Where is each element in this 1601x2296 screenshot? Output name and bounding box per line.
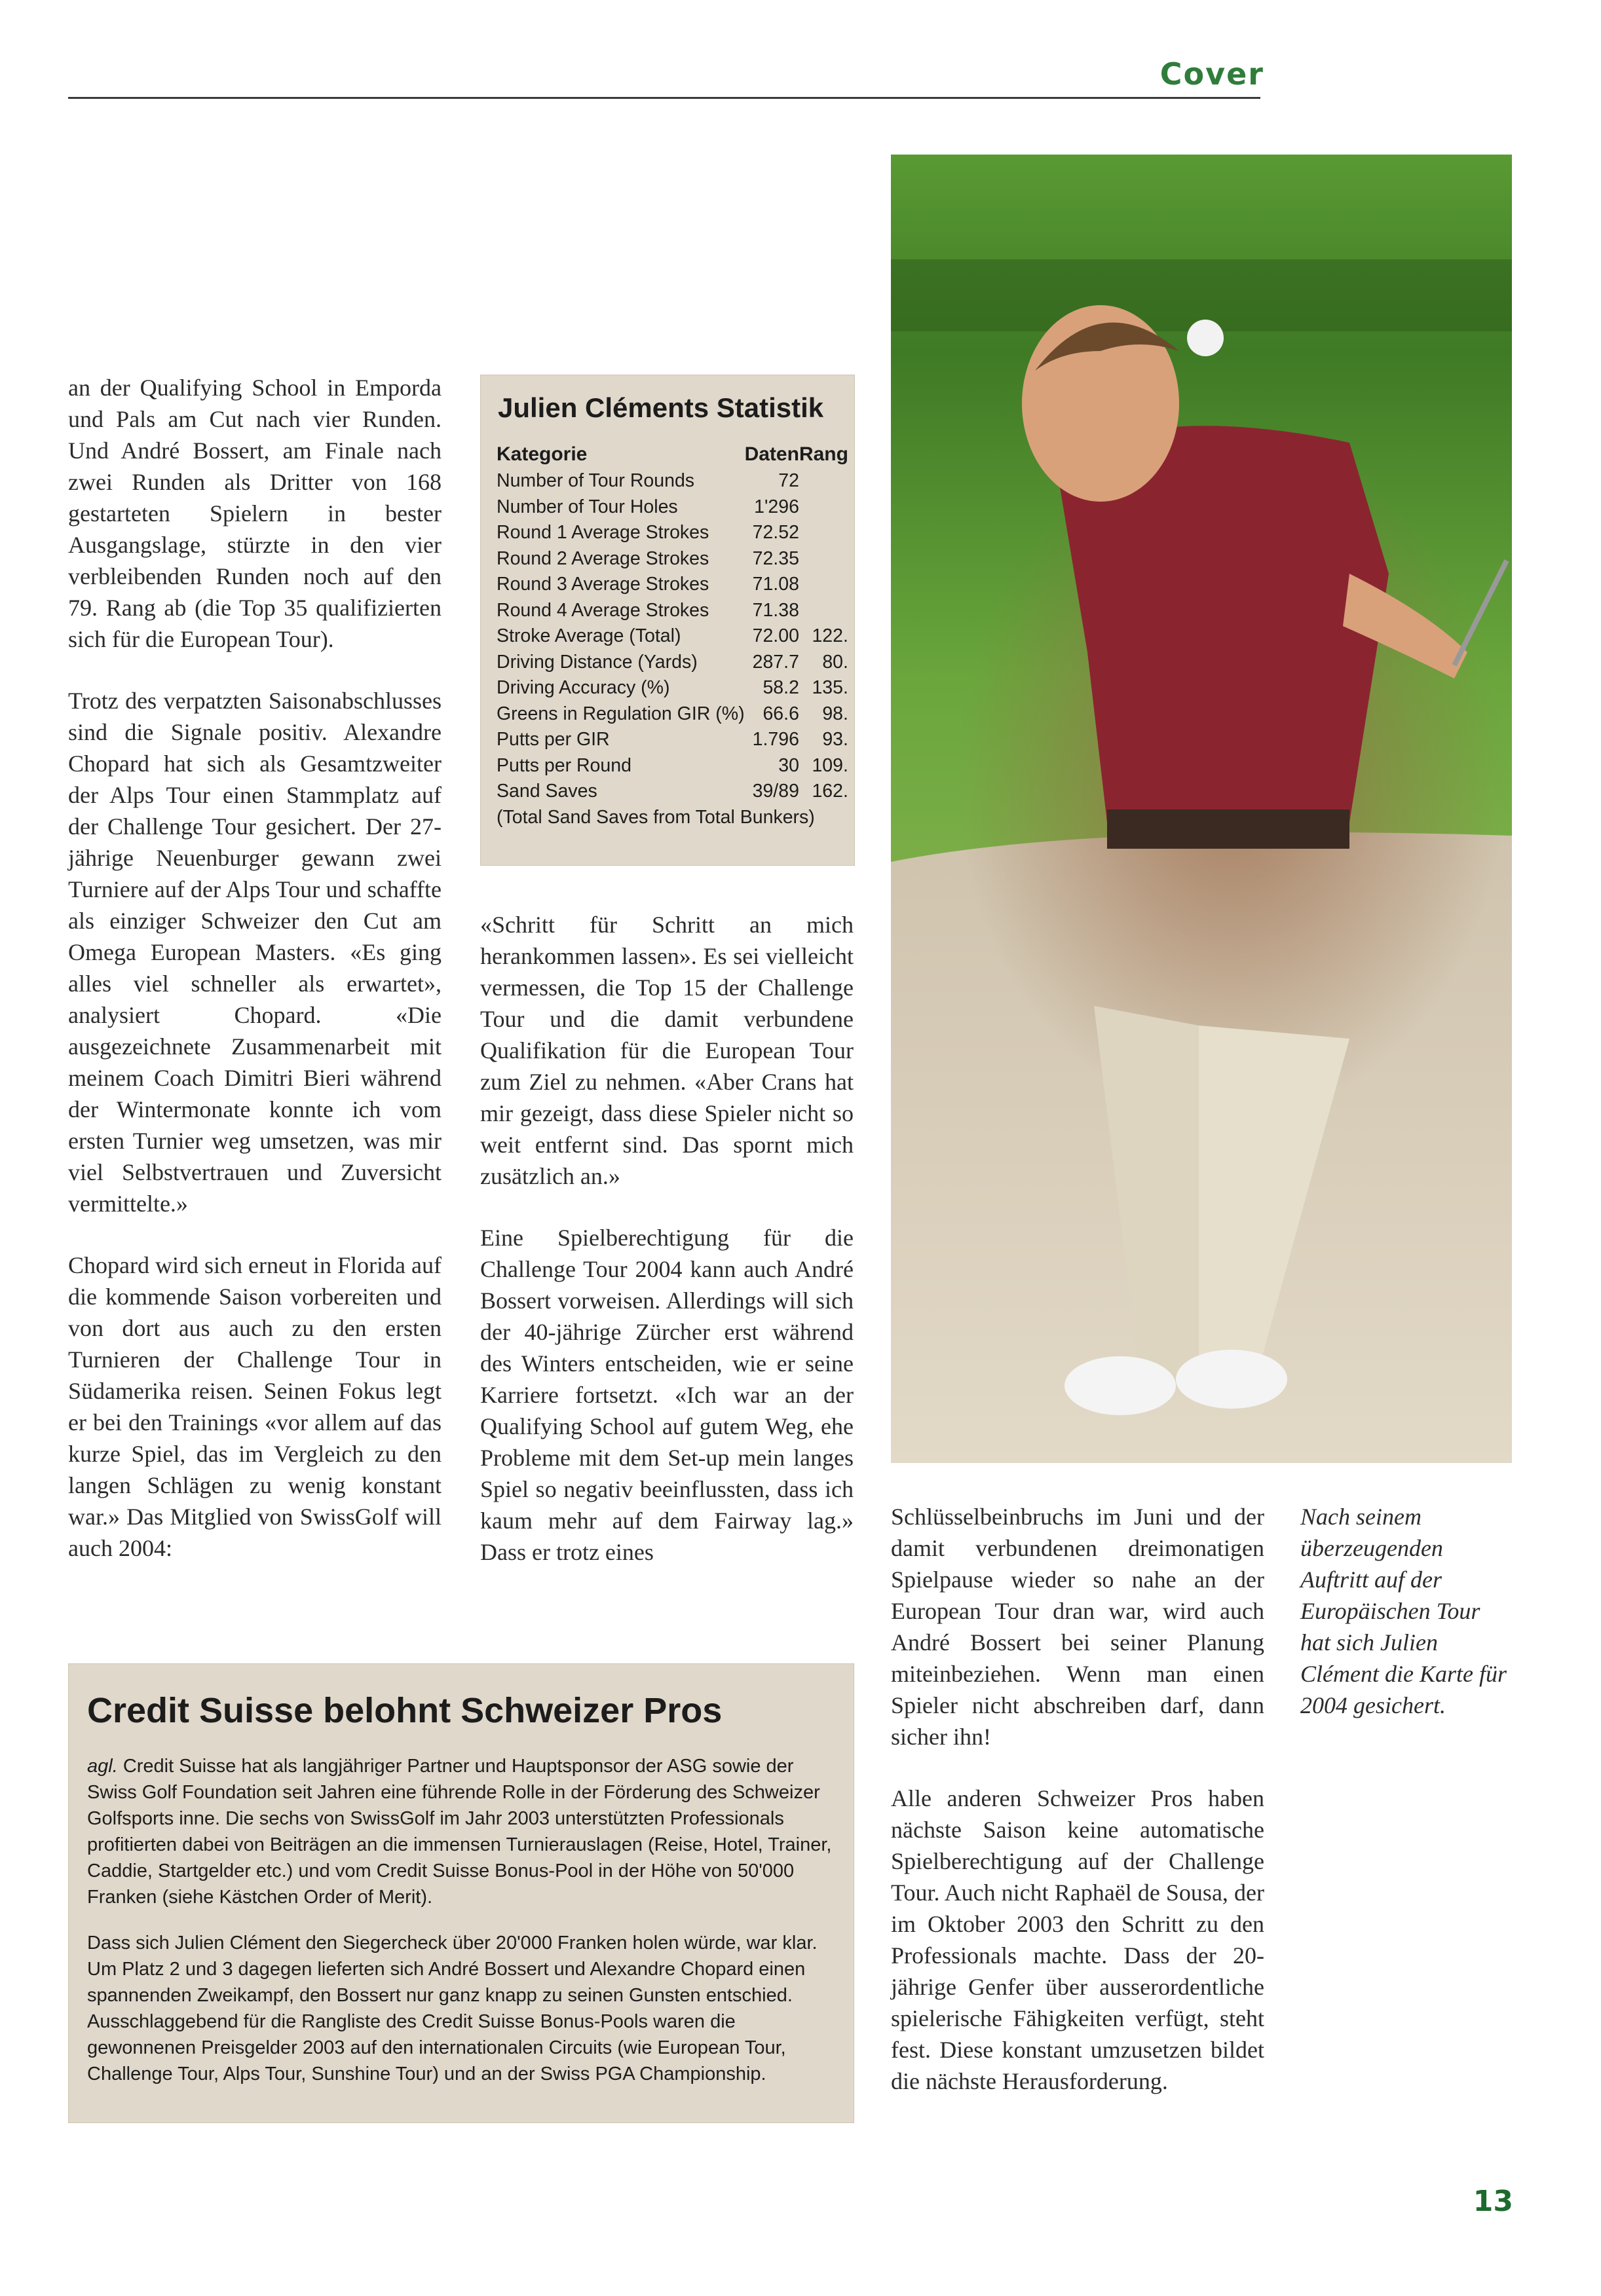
stat-category: Round 3 Average Strokes (497, 574, 709, 595)
stat-rank: 162. (812, 781, 848, 802)
paragraph: «Schritt für Schritt an mich herankommen lassen». Es sei vielleicht vermessen, die Top 15 der Challenge Tour und die damit verbundene Qualifikation für die European Tour zum Ziel zu nehmen. «Aber Crans hat mir gezeigt, dass diese Spieler nicht so weit entfernt sind. Das spornt mich zusätzlich an.» (480, 912, 854, 1189)
page-number: 13 (1473, 2185, 1513, 2218)
credit-suisse-title: Credit Suisse belohnt Schweizer Pros (87, 1691, 723, 1730)
stat-category: Putts per Round (497, 754, 631, 776)
statistics-title: Julien Cléments Statistik (498, 392, 824, 423)
table-row (497, 520, 848, 546)
stat-rank (799, 520, 848, 546)
stat-value: 72.52 (752, 522, 799, 543)
table-row (497, 701, 848, 728)
golfer-photo (891, 155, 1512, 1463)
stat-rank: 109. (812, 754, 848, 776)
paragraph: Schlüsselbeinbruchs im Juni und der damit verbundenen dreimonatigen Spielpause wieder so nahe an der European Tour dran war, wird auch André Bossert bei seiner Planung miteinbeziehen. Wenn man einen Spieler nicht abschreiben darf, dann sicher ihn! (891, 1504, 1264, 1750)
table-row (497, 779, 848, 805)
stat-rank: 135. (812, 677, 848, 698)
golfer-shoe-right (1176, 1350, 1287, 1409)
column-header-category: Kategorie (497, 443, 588, 465)
stat-category: Number of Tour Rounds (497, 470, 695, 491)
stat-rank (799, 598, 848, 624)
golf-ball (1187, 320, 1224, 356)
photo-caption: Nach seinem überzeugenden Auftritt auf der Europäischen Tour hat sich Julien Clément die Karte für 2004 gesichert. (1300, 1504, 1507, 1718)
stat-value: 58.2 (763, 677, 799, 698)
stat-rank (799, 494, 848, 521)
stat-category: Driving Accuracy (%) (497, 677, 670, 698)
stat-value: 39/89 (752, 781, 799, 802)
stat-value: 30 (778, 754, 799, 776)
stat-category: Round 1 Average Strokes (497, 522, 709, 543)
paragraph: Dass sich Julien Clément den Siegercheck über 20'000 Franken holen würde, war klar. Um Platz 2 und 3 dagegen lieferten sich André Bossert und Alexandre Chopard einen spannenden Zweikampf, den Bossert nur ganz knapp zu seinen Gunsten entschied. Ausschlaggebend für die Rangliste des Credit Suisse Bonus-Pools waren die gewonnenen Preisgelder 2003 auf den internationalen Circuits (wie European Tour, Challenge Tour, Alps Tour, Sunshine Tour) und an der Swiss PGA Championship. (87, 1933, 818, 2084)
table-row (497, 572, 848, 598)
table-row (497, 598, 848, 624)
author-initials: agl. (87, 1756, 118, 1777)
table-row (497, 753, 848, 779)
table-row (497, 468, 848, 494)
table-row (497, 675, 848, 701)
article-column-2 (480, 909, 854, 1598)
stat-rank: 98. (822, 703, 848, 724)
stat-value: 66.6 (763, 703, 799, 724)
stat-category: Round 4 Average Strokes (497, 599, 709, 621)
stat-footnote: (Total Sand Saves from Total Bunkers) (497, 806, 815, 828)
stat-rank (799, 468, 848, 494)
stat-category: Round 2 Average Strokes (497, 547, 709, 569)
table-row (497, 650, 848, 676)
stat-value: 72 (778, 470, 799, 491)
column-header-rank: Rang (799, 443, 848, 465)
stat-category: Number of Tour Holes (497, 496, 678, 517)
header-divider (68, 97, 1260, 99)
stat-rank (799, 546, 848, 572)
paragraph: Trotz des verpatzten Saisonabschlusses sind die Signale positiv. Alexandre Chopard hat sich als Gesamtzweiter der Alps Tour einen Stammplatz auf der Challenge Tour gesichert. Der 27-jährige Neuenburger gewann zwei Turniere auf der Alps Tour und schaffte als einziger Schweizer den Cut am Omega European Masters. «Es ging alles viel schneller als erwartet», analysiert Chopard. «Die ausgezeichnete Zusammenarbeit mit meinem Coach Dimitri Bieri während der Wintermonate konnte ich vom ersten Turnier weg umsetzen, was mir viel Selbstvertrauen und Zuversicht vermittelte.» (68, 688, 442, 1217)
table-row (497, 546, 848, 572)
stat-category: Sand Saves (497, 781, 597, 802)
stat-value: 72.35 (752, 547, 799, 569)
credit-suisse-body (87, 1753, 834, 2107)
golfer-belt (1107, 809, 1349, 849)
stat-value: 1.796 (752, 729, 799, 750)
stat-category: Stroke Average (Total) (497, 625, 681, 646)
stat-rank (799, 572, 848, 598)
table-row (497, 623, 848, 650)
article-column-3 (891, 1501, 1264, 2127)
stat-value: 1'296 (754, 496, 799, 517)
stat-value: 71.08 (752, 574, 799, 595)
paragraph: Eine Spielberechtigung für die Challenge Tour 2004 kann auch André Bossert vorweisen. Allerdings will sich der 40-jährige Zürcher erst während des Winters entscheiden, wie er seine Karriere fortsetzt. «Ich war an der Qualifying School auf gutem Weg, ehe Probleme mit dem Set-up mein langes Spiel so negativ beeinflussten, dass ich kaum mehr auf dem Fairway lag.» Dass er trotz eines (480, 1225, 854, 1565)
statistics-table (497, 441, 848, 830)
paragraph: agl. Credit Suisse hat als langjähriger Partner und Hauptsponsor der ASG sowie der Swiss Golf Foundation seit Jahren eine führende Rolle in der Förderung des Schweizer Golfsports inne. Die sechs von SwissGolf im Jahr 2003 unterstützten Professionals profitierten dabei von Beiträgen an die immensen Turnierauslagen (Reise, Hotel, Trainer, Caddie, Startgelder etc.) und vom Credit Suisse Bonus-Pool in der Höhe von 50'000 Franken (siehe Kästchen Order of Merit). (87, 1756, 832, 1908)
table-row (497, 727, 848, 753)
stat-value: 72.00 (752, 625, 799, 646)
credit-suisse-box (68, 1663, 854, 2123)
paragraph: an der Qualifying School in Emporda und Pals am Cut nach vier Runden. Und André Bossert, am Finale nach zwei Runden als Dritter von 168 gestarteten Spielern in bester Ausgangslage, stürzte in den vier verbleibenden Runden noch auf den 79. Rang ab (die Top 35 qualifizierten sich für die European Tour). (68, 375, 442, 652)
statistics-header-row (497, 441, 848, 468)
stat-category: Greens in Regulation GIR (%) (497, 703, 745, 724)
column-header-data: Daten (744, 443, 799, 465)
stat-rank: 122. (812, 625, 848, 646)
stat-value: 71.38 (752, 599, 799, 621)
paragraph: Alle anderen Schweizer Pros haben nächste Saison keine automatische Spielberechtigung auf der Challenge Tour. Auch nicht Raphaël de Sousa, der im Oktober 2003 den Schritt zu den Professionals machte. Dass der 20-jährige Genfer über ausserordentliche spielerische Fähigkeiten verfügt, steht fest. Diese konstant umzusetzen bildet die nächste Herausforderung. (891, 1785, 1264, 2094)
paragraph: Chopard wird sich erneut in Florida auf die kommende Saison vorbereiten und von dort aus auch zu den ersten Turnieren der Challenge Tour in Südamerika reisen. Seinen Fokus legt er bei den Trainings «vor allem auf das kurze Spiel, das im Vergleich zu den langen Schlägen zu wenig konstant war.» Das Mitglied von SwissGolf will auch 2004: (68, 1252, 442, 1561)
golfer-shoe-left (1064, 1356, 1176, 1415)
section-label: Cover (1159, 56, 1264, 92)
statistics-box (480, 375, 855, 866)
stat-category: Putts per GIR (497, 729, 610, 750)
stat-category: Driving Distance (Yards) (497, 651, 698, 673)
stat-value: 287.7 (752, 651, 799, 673)
table-row (497, 805, 848, 831)
stat-rank: 80. (822, 651, 848, 673)
stat-rank: 93. (822, 729, 848, 750)
article-column-1 (68, 372, 442, 1594)
table-row (497, 494, 848, 521)
